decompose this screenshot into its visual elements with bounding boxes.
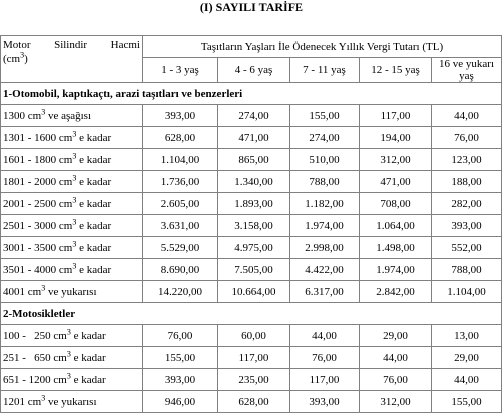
tax-amount-cell: 1.104,00 <box>432 281 502 303</box>
cylinder-word: Silindir <box>54 39 88 51</box>
motor-cylinder-header <box>1 36 143 83</box>
volume-word: Hacmi <box>110 39 140 51</box>
age-column-header: 4 - 6 yaş <box>218 58 290 83</box>
tax-amount-cell: 2.842,00 <box>360 281 432 303</box>
tax-amount-cell: 393,00 <box>290 391 360 413</box>
tax-amount-cell: 29,00 <box>360 325 432 347</box>
tax-amount-cell: 2.998,00 <box>290 237 360 259</box>
age-column-header: 1 - 3 yaş <box>143 58 218 83</box>
table-row <box>1 369 502 391</box>
table-row <box>1 347 502 369</box>
page-title: (I) SAYILI TARİFE <box>199 0 304 14</box>
section-title: 2-Motosikletler <box>1 303 502 325</box>
engine-volume-label: 1201 $cm^3$ ve yukarısı <box>1 391 143 413</box>
tax-amount-cell: 788,00 <box>432 259 502 281</box>
tax-amount-cell: 155,00 <box>143 347 218 369</box>
tax-amount-cell: 14.220,00 <box>143 281 218 303</box>
age-column-header: 16 ve yukarı yaş <box>432 58 502 83</box>
table-body <box>1 83 502 413</box>
tax-amount-cell: 552,00 <box>432 237 502 259</box>
section-title: 1-Otomobil, kaptıkaçtı, arazi taşıtları ve benzerleri <box>1 83 502 105</box>
table-row <box>1 215 502 237</box>
tax-amount-cell: 3.631,00 <box>143 215 218 237</box>
engine-volume-label: 1601 - 1800 $cm^3$ e kadar <box>1 149 143 171</box>
tax-amount-cell: 4.422,00 <box>290 259 360 281</box>
tax-amount-cell: 44,00 <box>290 325 360 347</box>
tax-amount-cell: 471,00 <box>218 127 290 149</box>
tax-amount-cell: 2.605,00 <box>143 193 218 215</box>
tax-amount-cell: 1.736,00 <box>143 171 218 193</box>
table-row <box>1 193 502 215</box>
tax-amount-cell: 123,00 <box>432 149 502 171</box>
tax-amount-cell: 1.340,00 <box>218 171 290 193</box>
tax-amount-cell: 44,00 <box>432 105 502 127</box>
tax-amount-cell: 946,00 <box>143 391 218 413</box>
engine-volume-label: 3001 - 3500 $cm^3$ e kadar <box>1 237 143 259</box>
table-row <box>1 391 502 413</box>
tax-amount-cell: 1.893,00 <box>218 193 290 215</box>
tax-amount-cell: 510,00 <box>290 149 360 171</box>
table-row <box>1 237 502 259</box>
tax-amount-cell: 1.104,00 <box>143 149 218 171</box>
tax-amount-cell: 76,00 <box>432 127 502 149</box>
engine-volume-label: 100 - 250 $cm^3$ e kadar <box>1 325 143 347</box>
section-header-row <box>1 83 502 105</box>
age-column-header: 7 - 11 yaş <box>290 58 360 83</box>
motor-unit: $(cm^3)$ <box>3 50 28 65</box>
tax-amount-cell: 865,00 <box>218 149 290 171</box>
tax-amount-cell: 235,00 <box>218 369 290 391</box>
engine-volume-label: 251 - 650 $cm^3$ e kadar <box>1 347 143 369</box>
tax-amount-cell: 1.498,00 <box>360 237 432 259</box>
tax-amount-cell: 708,00 <box>360 193 432 215</box>
tax-amount-cell: 155,00 <box>432 391 502 413</box>
engine-volume-label: 1301 - 1600 $cm^3$ e kadar <box>1 127 143 149</box>
tax-amount-cell: 628,00 <box>218 391 290 413</box>
tax-amount-cell: 76,00 <box>290 347 360 369</box>
age-group-header: Taşıtların Yaşları İle Ödenecek Yıllık Vergi Tutarı (TL) <box>143 36 502 58</box>
tax-amount-cell: 117,00 <box>290 369 360 391</box>
tax-amount-cell: 44,00 <box>360 347 432 369</box>
tax-amount-cell: 188,00 <box>432 171 502 193</box>
age-column-header: 12 - 15 yaş <box>360 58 432 83</box>
tax-amount-cell: 5.529,00 <box>143 237 218 259</box>
tax-amount-cell: 628,00 <box>143 127 218 149</box>
table-row <box>1 281 502 303</box>
tax-amount-cell: 312,00 <box>360 149 432 171</box>
engine-volume-label: 2501 - 3000 $cm^3$ e kadar <box>1 215 143 237</box>
tax-amount-cell: 274,00 <box>290 127 360 149</box>
table-header-row-1 <box>1 36 502 58</box>
tax-amount-cell: 117,00 <box>218 347 290 369</box>
tax-amount-cell: 4.975,00 <box>218 237 290 259</box>
tax-amount-cell: 312,00 <box>360 391 432 413</box>
section-header-row <box>1 303 502 325</box>
tax-amount-cell: 393,00 <box>143 105 218 127</box>
engine-volume-label: 2001 - 2500 $cm^3$ e kadar <box>1 193 143 215</box>
tax-amount-cell: 117,00 <box>360 105 432 127</box>
tax-amount-cell: 471,00 <box>360 171 432 193</box>
tax-amount-cell: 6.317,00 <box>290 281 360 303</box>
tax-amount-cell: 10.664,00 <box>218 281 290 303</box>
engine-volume-label: 3501 - 4000 $cm^3$ e kadar <box>1 259 143 281</box>
tax-amount-cell: 194,00 <box>360 127 432 149</box>
tax-amount-cell: 274,00 <box>218 105 290 127</box>
table-row <box>1 259 502 281</box>
tax-amount-cell: 1.182,00 <box>290 193 360 215</box>
engine-volume-label: 1801 - 2000 $cm^3$ e kadar <box>1 171 143 193</box>
engine-volume-label: 651 - 1200 $cm^3$ e kadar <box>1 369 143 391</box>
tax-tariff-table <box>0 35 502 413</box>
tax-amount-cell: 155,00 <box>290 105 360 127</box>
tax-amount-cell: 393,00 <box>143 369 218 391</box>
tax-amount-cell: 3.158,00 <box>218 215 290 237</box>
tax-amount-cell: 13,00 <box>432 325 502 347</box>
tax-amount-cell: 1.974,00 <box>290 215 360 237</box>
engine-volume-label: 1300 $cm^3$ ve aşağısı <box>1 105 143 127</box>
tax-amount-cell: 60,00 <box>218 325 290 347</box>
table-row <box>1 127 502 149</box>
tax-amount-cell: 8.690,00 <box>143 259 218 281</box>
engine-volume-label: 4001 $cm^3$ ve yukarısı <box>1 281 143 303</box>
table-row <box>1 105 502 127</box>
tax-amount-cell: 44,00 <box>432 369 502 391</box>
table-row <box>1 171 502 193</box>
table-row <box>1 149 502 171</box>
tax-amount-cell: 29,00 <box>432 347 502 369</box>
tax-amount-cell: 393,00 <box>432 215 502 237</box>
motor-word: Motor <box>3 39 31 51</box>
tax-amount-cell: 76,00 <box>360 369 432 391</box>
table-row <box>1 325 502 347</box>
tax-amount-cell: 282,00 <box>432 193 502 215</box>
tax-amount-cell: 1.974,00 <box>360 259 432 281</box>
tax-amount-cell: 788,00 <box>290 171 360 193</box>
tax-amount-cell: 1.064,00 <box>360 215 432 237</box>
tax-amount-cell: 76,00 <box>143 325 218 347</box>
tax-amount-cell: 7.505,00 <box>218 259 290 281</box>
